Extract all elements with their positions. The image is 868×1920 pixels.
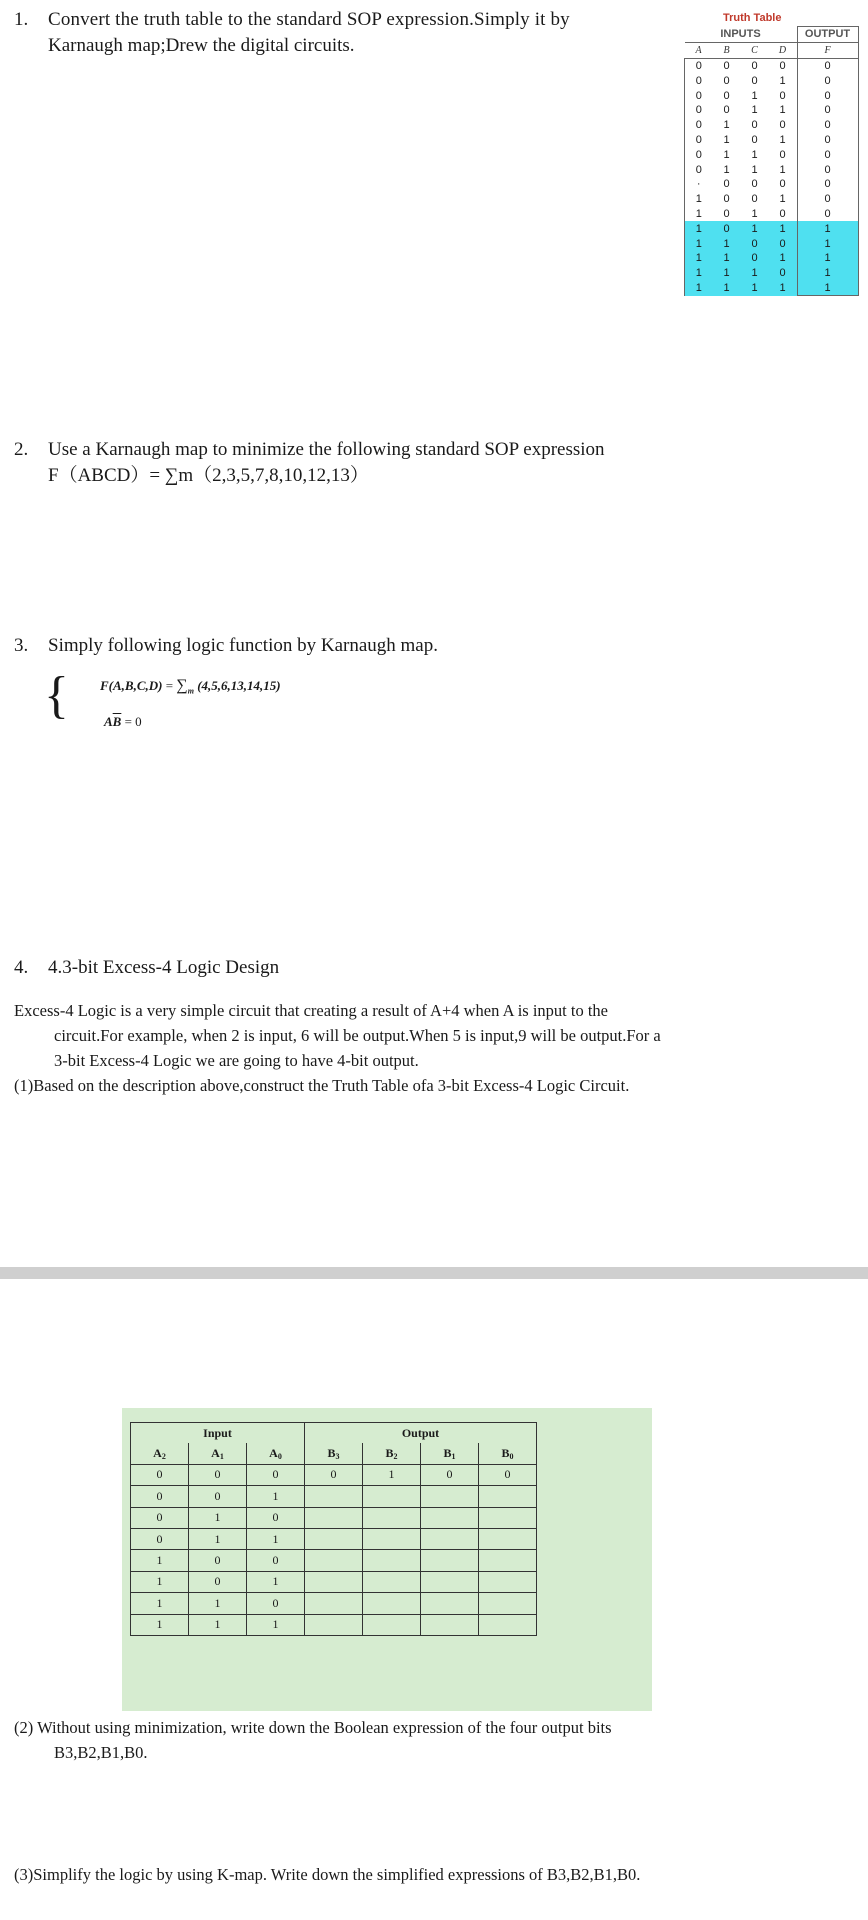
table-row xyxy=(131,1614,537,1635)
table-cell: 0 xyxy=(723,104,730,117)
table-cell: 1 xyxy=(779,193,786,206)
table-cell: 0 xyxy=(723,207,730,220)
table-cell-output: 1 xyxy=(797,281,858,296)
table-row xyxy=(685,207,859,222)
table-cell xyxy=(363,1528,421,1549)
column-header-subscript: 1 xyxy=(451,1452,456,1462)
table-row xyxy=(685,88,859,103)
table-cell: 0 xyxy=(751,74,758,87)
table-cell: 1 xyxy=(751,148,758,161)
table-cell-output: 1 xyxy=(797,221,858,236)
table-cell xyxy=(421,1571,479,1592)
table-cell-output: 1 xyxy=(797,266,858,281)
table-cell: 0 xyxy=(189,1550,247,1571)
table-cell: 1 xyxy=(363,1464,421,1485)
table-row xyxy=(685,177,859,192)
table-cell-output: 0 xyxy=(797,73,858,88)
table-row xyxy=(685,73,859,88)
formula-lhs: F(A,B,C,D) xyxy=(100,678,163,693)
table-cell: 0 xyxy=(713,221,741,236)
table-cell: 0 xyxy=(723,59,730,72)
table-cell xyxy=(421,1614,479,1635)
question-4-description xyxy=(14,998,774,1098)
table-cell xyxy=(305,1593,363,1614)
table-cell xyxy=(421,1486,479,1507)
column-header-letter: B xyxy=(327,1446,336,1461)
table-cell: 1 xyxy=(723,163,730,176)
table-cell xyxy=(479,1486,537,1507)
table-row xyxy=(685,281,859,296)
column-header xyxy=(247,1443,305,1464)
question-number: 1. xyxy=(14,9,29,30)
table-cell: 0 xyxy=(247,1464,305,1485)
question-number: 4. xyxy=(14,957,29,978)
column-header xyxy=(189,1443,247,1464)
table-cell: 0 xyxy=(751,193,758,206)
table-cell: 1 xyxy=(741,266,769,281)
table-cell xyxy=(305,1486,363,1507)
table-cell-output: 0 xyxy=(797,147,858,162)
output-group-header: Output xyxy=(305,1423,537,1444)
truth-table-output-header: OUTPUT xyxy=(797,27,858,43)
table-cell xyxy=(363,1507,421,1528)
table-cell: 0 xyxy=(479,1464,537,1485)
table-cell: 0 xyxy=(685,88,713,103)
table-cell: 1 xyxy=(779,133,786,146)
table-cell: 1 xyxy=(131,1614,189,1635)
table-cell: 1 xyxy=(189,1614,247,1635)
table-cell xyxy=(363,1486,421,1507)
table-cell: 0 xyxy=(723,178,730,191)
question-2 xyxy=(14,437,714,489)
table-cell: 1 xyxy=(713,251,741,266)
table-cell xyxy=(305,1571,363,1592)
table-cell xyxy=(479,1571,537,1592)
table-cell-output: 0 xyxy=(797,88,858,103)
column-header-letter: B xyxy=(385,1446,394,1461)
table-cell: 0 xyxy=(779,207,786,220)
table-cell xyxy=(421,1593,479,1614)
table-cell-output: 0 xyxy=(797,177,858,192)
table-cell: 0 xyxy=(779,59,786,72)
table-cell: 0 xyxy=(779,89,786,102)
table-cell: 1 xyxy=(685,236,713,251)
table-cell: 0 xyxy=(779,119,786,132)
table-cell: 0 xyxy=(131,1486,189,1507)
table-cell xyxy=(479,1614,537,1635)
table-row xyxy=(131,1571,537,1592)
table-cell: 1 xyxy=(189,1528,247,1549)
table-cell: 1 xyxy=(779,104,786,117)
table-cell: 0 xyxy=(723,74,730,87)
part-3-prompt: (3)Simplify the logic by using K-map. Write down the simplified expressions of B3,B2,B1,B0. xyxy=(14,1865,641,1884)
table-cell: 1 xyxy=(723,133,730,146)
formula-condition xyxy=(104,714,142,730)
table-cell: 0 xyxy=(247,1507,305,1528)
table-cell: 1 xyxy=(247,1528,305,1549)
table-cell: 1 xyxy=(741,221,769,236)
table-cell: 1 xyxy=(247,1614,305,1635)
table-cell-output: 0 xyxy=(797,192,858,207)
table-row xyxy=(685,236,859,251)
table-cell: 0 xyxy=(131,1464,189,1485)
table-cell: 0 xyxy=(685,147,713,162)
table-cell: 1 xyxy=(685,221,713,236)
table-cell xyxy=(421,1550,479,1571)
table-cell: 1 xyxy=(769,221,797,236)
question-2-expression: F（ABCD）= ∑m（2,3,5,7,8,10,12,13） xyxy=(48,465,369,486)
column-header xyxy=(421,1443,479,1464)
table-cell: 0 xyxy=(189,1571,247,1592)
column-header-letter: A xyxy=(211,1446,220,1461)
table-cell: 1 xyxy=(685,207,713,222)
table-cell: 0 xyxy=(769,266,797,281)
column-header-subscript: 2 xyxy=(393,1452,398,1462)
table-cell: 0 xyxy=(751,133,758,146)
table-cell: 0 xyxy=(305,1464,363,1485)
sigma-sub: m xyxy=(187,686,194,696)
table-cell: 1 xyxy=(685,281,713,296)
truth-table-col-c: C xyxy=(741,42,769,58)
column-header xyxy=(363,1443,421,1464)
table-cell xyxy=(363,1550,421,1571)
input-group-header: Input xyxy=(131,1423,305,1444)
question-1-line-1: Convert the truth table to the standard SOP expression.Simply it by xyxy=(48,9,570,30)
truth-table-col-f: F xyxy=(797,42,858,58)
condition-a: A xyxy=(104,714,113,729)
table-cell-output: 0 xyxy=(797,58,858,73)
question-1 xyxy=(14,7,674,59)
column-header-letter: A xyxy=(269,1446,278,1461)
table-row xyxy=(131,1464,537,1485)
table-cell: 0 xyxy=(685,162,713,177)
part-2-line-2: B3,B2,B1,B0. xyxy=(54,1743,148,1762)
table-row xyxy=(131,1593,537,1614)
table-cell: 0 xyxy=(685,133,713,148)
truth-table-title: Truth Table xyxy=(723,12,782,24)
question-4-heading xyxy=(14,955,714,981)
table-cell: 0 xyxy=(769,236,797,251)
table-cell: 1 xyxy=(741,281,769,296)
table-row xyxy=(131,1528,537,1549)
brace-symbol: { xyxy=(44,667,69,724)
table-row xyxy=(685,192,859,207)
table-row xyxy=(685,58,859,73)
table-cell-output: 0 xyxy=(797,103,858,118)
table-cell: 0 xyxy=(189,1464,247,1485)
table-cell: 0 xyxy=(131,1528,189,1549)
table-cell: 1 xyxy=(685,251,713,266)
formula-eq: = xyxy=(165,678,174,693)
table-cell: 0 xyxy=(685,118,713,133)
table-row xyxy=(685,133,859,148)
table-cell xyxy=(305,1550,363,1571)
table-cell: 1 xyxy=(751,207,758,220)
part-2 xyxy=(14,1715,774,1765)
table-cell-output: 0 xyxy=(797,162,858,177)
table-cell xyxy=(479,1528,537,1549)
table-cell: 0 xyxy=(421,1464,479,1485)
table-cell: 0 xyxy=(779,148,786,161)
table-cell: 0 xyxy=(751,119,758,132)
description-line-2: circuit.For example, when 2 is input, 6 will be output.When 5 is input,9 will be output.For a xyxy=(54,1026,661,1045)
table-cell: 0 xyxy=(751,178,758,191)
truth-table-q1 xyxy=(684,26,859,296)
table-cell: 1 xyxy=(779,163,786,176)
table-cell: 1 xyxy=(189,1507,247,1528)
table-cell: 1 xyxy=(247,1571,305,1592)
table-cell xyxy=(421,1507,479,1528)
column-header-subscript: 3 xyxy=(335,1452,340,1462)
column-header-letter: B xyxy=(501,1446,510,1461)
table-row xyxy=(131,1550,537,1571)
table-cell xyxy=(305,1614,363,1635)
table-cell: 1 xyxy=(131,1571,189,1592)
table-cell-output: 0 xyxy=(797,133,858,148)
table-cell: 0 xyxy=(247,1593,305,1614)
table-cell: 1 xyxy=(751,163,758,176)
question-4-title: 4.3-bit Excess-4 Logic Design xyxy=(48,957,280,978)
table-cell-output: 0 xyxy=(797,118,858,133)
table-cell: 1 xyxy=(131,1593,189,1614)
column-header-subscript: 0 xyxy=(509,1452,514,1462)
table-cell: 0 xyxy=(751,59,758,72)
table-cell: 1 xyxy=(723,148,730,161)
question-1-line-2: Karnaugh map;Drew the digital circuits. xyxy=(48,35,355,56)
table-cell: 0 xyxy=(685,103,713,118)
table-cell xyxy=(363,1571,421,1592)
column-header-subscript: 1 xyxy=(219,1452,224,1462)
truth-table-inputs-header: INPUTS xyxy=(685,27,798,43)
column-header-letter: A xyxy=(153,1446,162,1461)
divider-bar xyxy=(0,1267,868,1279)
formula-terms: (4,5,6,13,14,15) xyxy=(197,678,281,693)
sigma-symbol: ∑ xyxy=(176,677,188,694)
table-row xyxy=(685,147,859,162)
table-cell: 1 xyxy=(189,1593,247,1614)
column-header xyxy=(305,1443,363,1464)
description-line-1: Excess-4 Logic is a very simple circuit that creating a result of A+4 when A is input to the xyxy=(14,1001,608,1020)
table-cell: 0 xyxy=(131,1507,189,1528)
part-2-line-1: (2) Without using minimization, write down the Boolean expression of the four output bits xyxy=(14,1718,612,1737)
table-cell: 1 xyxy=(685,266,713,281)
table-row xyxy=(685,118,859,133)
truth-table-col-a: A xyxy=(685,42,713,58)
column-header-subscript: 0 xyxy=(277,1452,282,1462)
column-header-letter: B xyxy=(443,1446,452,1461)
table-cell: 0 xyxy=(741,236,769,251)
table-cell: · xyxy=(685,177,713,192)
table-cell xyxy=(421,1528,479,1549)
table-cell-output: 0 xyxy=(797,207,858,222)
part-3 xyxy=(14,1862,774,1887)
table-cell: 1 xyxy=(713,236,741,251)
condition-b-bar: $\overline{B}$ xyxy=(112,714,122,729)
table-cell: 1 xyxy=(685,192,713,207)
table-cell xyxy=(305,1507,363,1528)
table-row xyxy=(685,103,859,118)
column-header-subscript: 2 xyxy=(161,1452,166,1462)
column-header xyxy=(131,1443,189,1464)
table-cell: 1 xyxy=(751,89,758,102)
truth-table-col-d: D xyxy=(769,42,797,58)
table-cell: 1 xyxy=(769,281,797,296)
formula-f xyxy=(100,677,281,696)
table-row xyxy=(685,162,859,177)
column-header xyxy=(479,1443,537,1464)
table-cell xyxy=(305,1528,363,1549)
table-cell: 0 xyxy=(723,89,730,102)
table-cell xyxy=(479,1550,537,1571)
table-cell: 1 xyxy=(247,1486,305,1507)
table-cell: 0 xyxy=(247,1550,305,1571)
table-cell-output: 1 xyxy=(797,236,858,251)
truth-table-col-b: B xyxy=(713,42,741,58)
excess4-table-panel xyxy=(122,1408,652,1711)
description-line-3: 3-bit Excess-4 Logic we are going to have 4-bit output. xyxy=(54,1051,419,1070)
table-row xyxy=(131,1486,537,1507)
question-3-line-1: Simply following logic function by Karnaugh map. xyxy=(48,635,438,656)
part-1-prompt: (1)Based on the description above,construct the Truth Table ofa 3-bit Excess-4 Logic Circuit. xyxy=(14,1076,630,1095)
question-number: 3. xyxy=(14,635,29,656)
question-number: 2. xyxy=(14,439,29,460)
table-cell: 1 xyxy=(751,104,758,117)
table-cell: 0 xyxy=(685,58,713,73)
table-cell: 0 xyxy=(741,251,769,266)
table-cell: 1 xyxy=(713,281,741,296)
table-cell: 1 xyxy=(131,1550,189,1571)
table-cell xyxy=(479,1593,537,1614)
table-cell xyxy=(479,1507,537,1528)
question-2-line-1: Use a Karnaugh map to minimize the following standard SOP expression xyxy=(48,439,605,460)
table-row xyxy=(131,1507,537,1528)
table-cell: 1 xyxy=(779,74,786,87)
table-cell: 1 xyxy=(769,251,797,266)
table-cell: 0 xyxy=(189,1486,247,1507)
question-3 xyxy=(14,633,714,659)
table-cell: 0 xyxy=(685,73,713,88)
table-cell: 0 xyxy=(779,178,786,191)
table-row xyxy=(685,266,859,281)
table-cell-output: 1 xyxy=(797,251,858,266)
table-cell: 1 xyxy=(723,119,730,132)
table-cell: 1 xyxy=(713,266,741,281)
table-cell: 0 xyxy=(723,193,730,206)
condition-rhs: = 0 xyxy=(124,714,142,729)
table-row xyxy=(685,251,859,266)
table-cell xyxy=(363,1614,421,1635)
table-cell xyxy=(363,1593,421,1614)
table-row xyxy=(685,221,859,236)
